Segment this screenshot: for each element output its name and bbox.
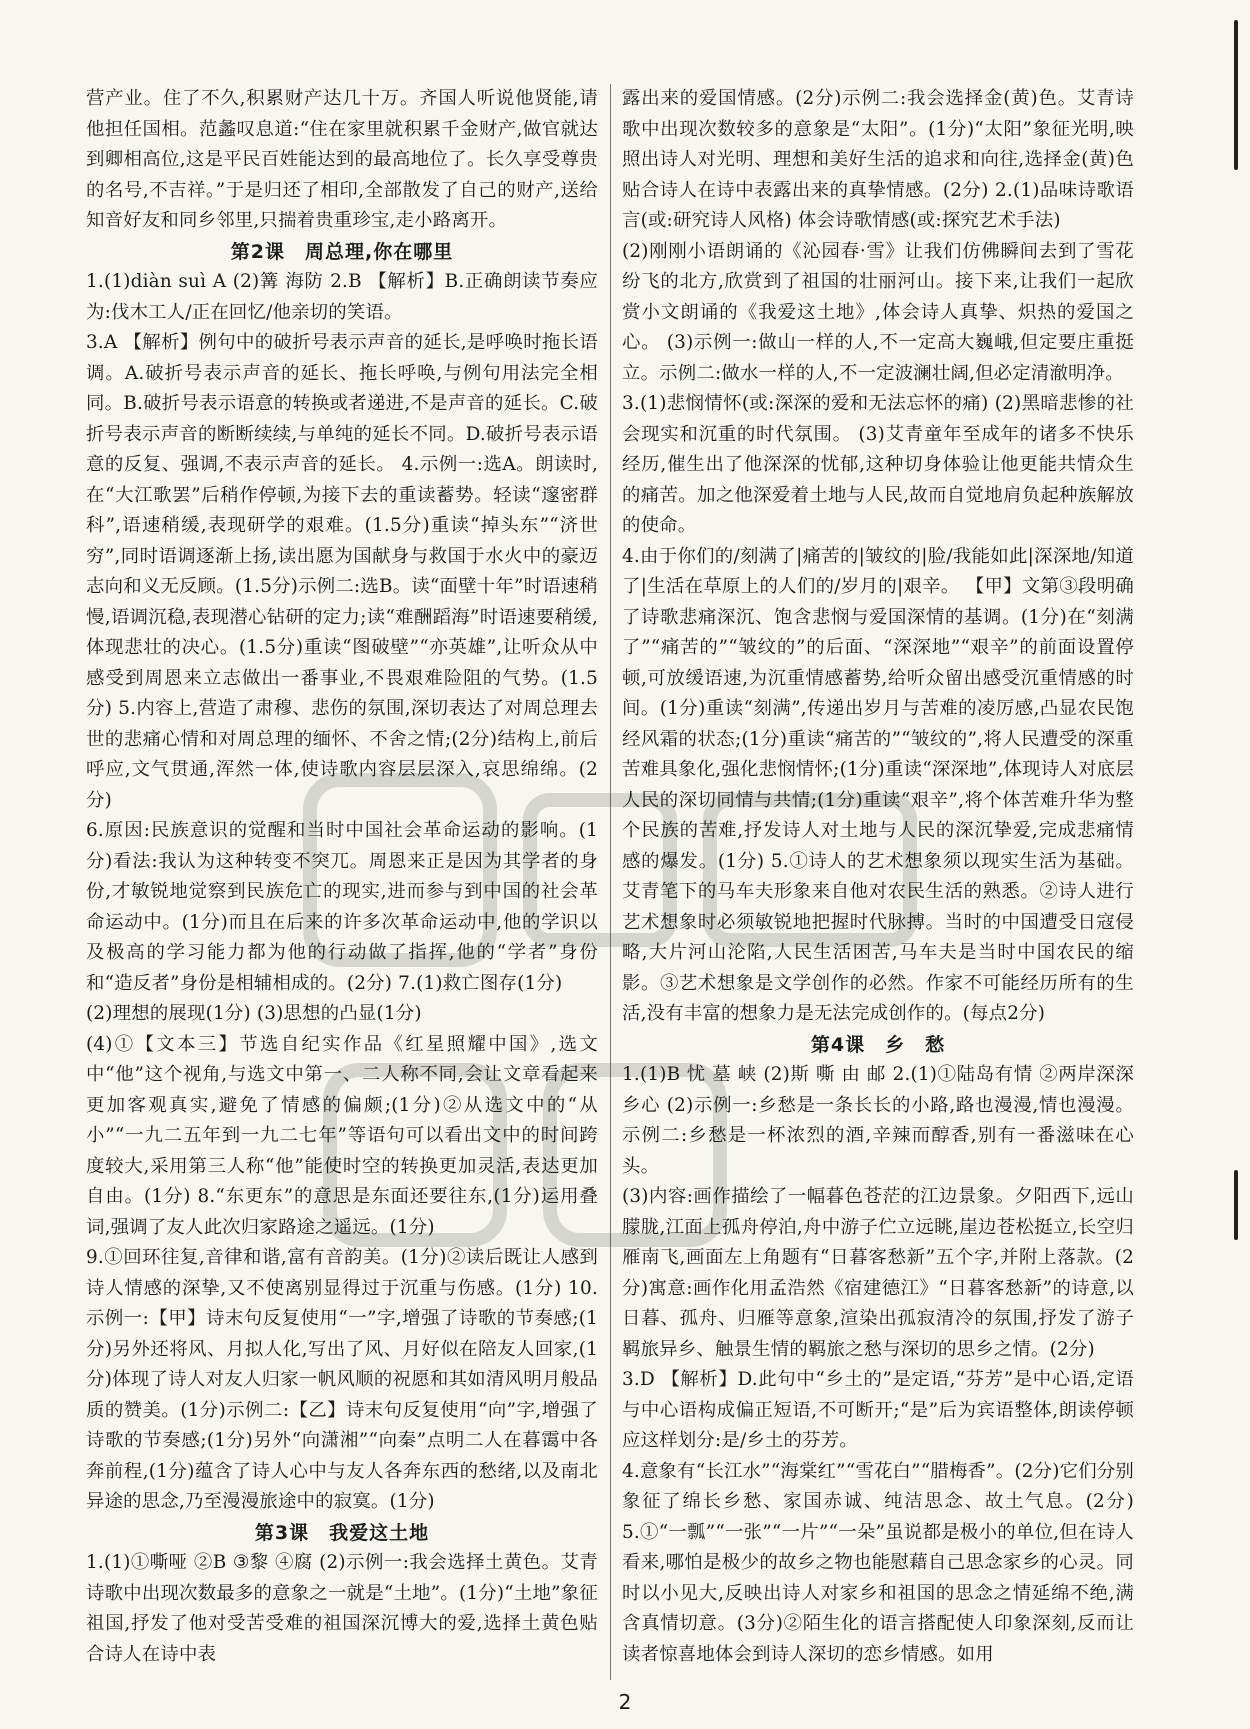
answer-paragraph: 1.(1)①嘶哑 ②B ③黎 ④腐 (2)示例一:我会选择土黄色。艾青诗歌中出现次数最多的意象之一就是“土地”。(1分)“土地”象征祖国,抒发了他对受苦受难的祖国深沉博大的爱,选择土黄色贴合诗人在诗中表 bbox=[86, 1552, 598, 1665]
answer-paragraph: 6.原因:民族意识的觉醒和当时中国社会革命运动的影响。(1分)看法:我认为这种转变不突兀。周恩来正是因为其学者的身份,才敏锐地觉察到民族危亡的现实,进而参与到中国的社会革命运动中。(1分)而且在后来的许多次革命运动中,他的学识以及极高的学习能力都为他的行动做了指挥,他的“学者”身份和“造反者”身份是相辅相成的。(2分) 7.(1)救亡图存(1分) bbox=[86, 820, 598, 994]
lesson-heading: 第3课 我爱这土地 bbox=[254, 1521, 430, 1544]
answer-paragraph: 营产业。住了不久,积累财产达几十万。齐国人听说他贤能,请他担任国相。范蠡叹息道:“住在家里就积累千金财产,做官就达到卿相高位,这是平民百姓能达到的最高地位了。长久享受尊贵的名号,不吉祥。”于是归还了相印,全部散发了自己的财产,送给知音好友和同乡邻里,只揣着贵重珍宝,走小路离开。 bbox=[86, 88, 598, 231]
answer-paragraph: 1.(1)diàn suì A (2)篝 海防 2.B 【解析】B.正确朗读节奏应为:伐木工人/正在回忆/他亲切的笑语。 bbox=[86, 271, 598, 323]
answer-paragraph: 4.由于你们的/刻满了|痛苦的|皱纹的|脸/我能如此|深深地/知道了|生活在草原上的人们的/岁月的|艰辛。 【甲】文第③段明确了诗歌悲痛深沉、饱含悲悯与爱国深情的基调。(1分)在“刻满了”“痛苦的”“皱纹的”的后面、“深深地”“艰辛”的前面设置停顿,可放缓语速,为沉重情感蓄势,给听众留出感受沉重情感的时间。(1分)重读“刻满”,传递出岁月与苦难的凌厉感,凸显农民饱经风霜的状态;(1分)重读“痛苦的”“皱纹的”,将人民遭受的深重苦难具象化,强化悲悯情怀;(1分)重读“深深地”,体现诗人对底层人民的深切同情与共情;(1分)重读“艰辛”,将个体苦难升华为整个民族的苦难,抒发诗人对土地与人民的深沉挚爱,完成悲痛情感的爆发。(1分) 5.①诗人的艺术想象须以现实生活为基础。艾青笔下的马车夫形象来自他对农民生活的熟悉。②诗人进行艺术想象时必须敏锐地把握时代脉搏。当时的中国遭受日寇侵略,大片河山沦陷,人民生活困苦,马车夫是当时中国农民的缩影。③艺术想象是文学创作的必然。作家不可能经历所有的生活,没有丰富的想象力是无法完成创作的。(每点2分) bbox=[622, 545, 1134, 1024]
answer-paragraph: (2)刚刚小语朗诵的《沁园春·雪》让我们仿佛瞬间去到了雪花纷飞的北方,欣赏到了祖国的壮丽河山。接下来,让我们一起欣赏小文朗诵的《我爱这土地》,体会诗人真挚、炽热的爱国之心。 (3)示例一:做山一样的人,不一定高大巍峨,但定要庄重挺立。示例二:做水一样的人,不一定波澜壮阔,但必定清澈明净。 bbox=[622, 240, 1134, 384]
answer-paragraph: (3)内容:画作描绘了一幅暮色苍茫的江边景象。夕阳西下,远山朦胧,江面上孤舟停泊,舟中游子伫立远眺,崖边苍松挺立,长空归雁南飞,画面左上角题有“日暮客愁新”五个字,并附上落款。(2分)寓意:画作化用孟浩然《宿建德江》“日暮客愁新”的诗意,以日暮、孤舟、归雁等意象,渲染出孤寂清冷的氛围,抒发了游子羁旅异乡、触景生情的羁旅之愁与深切的思乡之情。(2分) bbox=[622, 1186, 1134, 1360]
left-column bbox=[86, 84, 598, 1670]
scan-edge-mark bbox=[1234, 20, 1238, 170]
right-column bbox=[622, 84, 1134, 1670]
lesson-heading: 第4课 乡 愁 bbox=[810, 1033, 946, 1056]
answer-paragraph: 3.A 【解析】例句中的破折号表示声音的延长,是呼唤时拖长语调。A.破折号表示声音的延长、拖长呼唤,与例句用法完全相同。B.破折号表示语意的转换或者递进,不是声音的延长。C.破折号表示声音的断断续续,与单纯的延长不同。D.破折号表示语意的反复、强调,不表示声音的延长。 4.示例一:选A。朗读时,在“大江歌罢”后稍作停顿,为接下去的重读蓄势。轻读“邃密群科”,语速稍缓,表现研学的艰难。(1.5分)重读“掉头东”“济世穷”,同时语调逐渐上扬,读出愿为国献身与救国于水火中的豪迈志向和义无反顾。(1.5分)示例二:选B。读“面壁十年”时语速稍慢,语调沉稳,表现潜心钻研的定力;读“难酬蹈海”时语速要稍缓,体现悲壮的决心。(1.5分)重读“图破壁”“亦英雄”,让听众从中感受到周恩来立志做出一番事业,不畏艰难险阻的气势。(1.5分) 5.内容上,营造了肃穆、悲伤的氛围,深切表达了对周总理去世的悲痛心情和对周总理的缅怀、不舍之情;(2分)结构上,前后呼应,文气贯通,浑然一体,使诗歌内容层层深入,哀思绵绵。(2分) bbox=[86, 332, 598, 811]
answer-paragraph: 4.意象有“长江水”“海棠红”“雪花白”“腊梅香”。(2分)它们分别象征了绵长乡愁、家国赤诚、纯洁思念、故土气息。(2分) 5.①“一瓢”“一张”“一片”“一朵”虽说都是极小的单位,但在诗人看来,哪怕是极少的故乡之物也能慰藉自己思念家乡的心灵。同时以小见大,反映出诗人对家乡和祖国的思念之情延绵不绝,满含真情切意。(3分)②陌生化的语言搭配使人印象深刻,反而让读者惊喜地体会到诗人深切的恋乡情感。如用 bbox=[622, 1460, 1134, 1665]
column-divider bbox=[610, 84, 611, 1680]
answer-paragraph: (4)①【文本三】节选自纪实作品《红星照耀中国》,选文中“他”这个视角,与选文中第一、二人称不同,会让文章看起来更加客观真实,避免了情感的偏颇;(1分)②从选文中的“从小”“一九二五年到一九二七年”等语句可以看出文中的时间跨度较大,采用第三人称“他”能使时空的转换更加灵活,表达更加自由。(1分) 8.“东更东”的意思是东面还要往东,(1分)运用叠词,强调了友人此次归家路途之遥远。(1分) bbox=[86, 1033, 598, 1238]
answer-paragraph: 露出来的爱国情感。(2分)示例二:我会选择金(黄)色。艾青诗歌中出现次数较多的意象是“太阳”。(1分)“太阳”象征光明,映照出诗人对光明、理想和美好生活的追求和向往,选择金(黄)色贴合诗人在诗中表露出来的真挚情感。(2分) 2.(1)品味诗歌语言(或:研究诗人风格) 体会诗歌情感(或:探究艺术手法) bbox=[622, 88, 1134, 231]
answer-paragraph: 3.(1)悲悯情怀(或:深深的爱和无法忘怀的痛) (2)黑暗悲惨的社会现实和沉重的时代氛围。 (3)艾青童年至成年的诸多不快乐经历,催生出了他深深的忧郁,这种切身体验让他更能共情众生的痛苦。加之他深爱着土地与人民,故而自觉地肩负起种族解放的使命。 bbox=[622, 393, 1134, 536]
scan-edge-mark bbox=[1234, 1170, 1238, 1240]
page-number: 2 bbox=[618, 1690, 632, 1714]
answer-paragraph: 9.①回环往复,音律和谐,富有音韵美。(1分)②读后既让人感到诗人情感的深挚,又不使离别显得过于沉重与伤感。(1分) 10.示例一:【甲】诗末句反复使用“一”字,增强了诗歌的节奏感;(1分)另外还将风、月拟人化,写出了风、月好似在陪友人回家,(1分)体现了诗人对友人归家一帆风顺的祝愿和其如清风明月般品质的赞美。(1分)示例二:【乙】诗末句反复使用“向”字,增强了诗歌的节奏感;(1分)另外“向潇湘”“向秦”点明二人在暮霭中各奔前程,(1分)蕴含了诗人心中与友人各奔东西的愁绪,以及南北异途的思念,乃至漫漫旅途中的寂寞。(1分) bbox=[86, 1247, 598, 1512]
answer-paragraph: 3.D 【解析】D.此句中“乡土的”是定语,“芬芳”是中心语,定语与中心语构成偏正短语,不可断开;“是”后为宾语整体,朗读停顿应这样划分:是/乡土的芬芳。 bbox=[622, 1369, 1134, 1451]
lesson-heading: 第2课 周总理,你在哪里 bbox=[230, 240, 454, 263]
answer-paragraph: (2)理想的展现(1分) (3)思想的凸显(1分) bbox=[86, 1003, 422, 1024]
answer-paragraph: 1.(1)B 忧 墓 峡 (2)斯 嘶 由 邮 2.(1)①陆岛有情 ②两岸深深乡心 (2)示例一:乡愁是一条长长的小路,路也漫漫,情也漫漫。示例二:乡愁是一杯浓烈的酒,辛辣而醇香,别有一番滋味在心头。 bbox=[622, 1064, 1134, 1177]
